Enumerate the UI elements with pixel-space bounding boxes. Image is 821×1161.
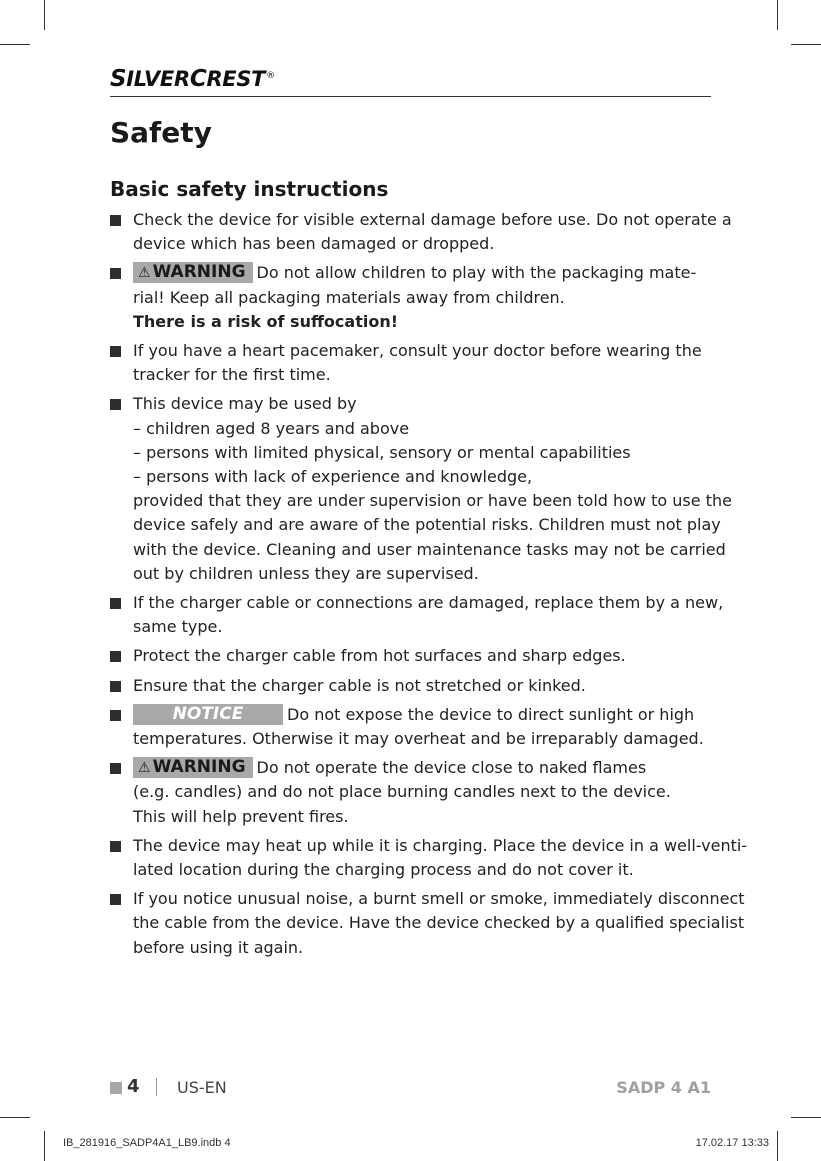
print-slug-file: IB_281916_SADP4A1_LB9.indb 4 xyxy=(63,1137,231,1149)
page-number: 4 xyxy=(127,1076,140,1097)
item-text-line: before using it again. xyxy=(133,937,304,957)
list-item xyxy=(110,591,724,639)
crop-mark xyxy=(791,44,821,45)
bullet-square-icon xyxy=(110,346,121,357)
item-text-line: the cable from the device. Have the device checked by a qualified specialist xyxy=(133,913,745,933)
item-text-line: If you notice unusual noise, a burnt smell or smoke, immediately disconnect xyxy=(133,889,745,909)
language-code: US-EN xyxy=(177,1078,227,1097)
crop-mark xyxy=(44,1131,45,1161)
warning-triangle-icon: ⚠ xyxy=(138,265,151,282)
crop-mark xyxy=(777,1131,778,1161)
first-line xyxy=(133,261,713,285)
list-item xyxy=(110,392,732,586)
header-rule xyxy=(110,96,711,97)
brand-logo: SILVERCREST® xyxy=(110,66,275,92)
item-text-line: Check the device for visible external damage before use. Do not operate a xyxy=(133,210,732,229)
warning-badge xyxy=(133,262,253,283)
first-line xyxy=(133,703,713,727)
item-text-line: device safely and are aware of the potential risks. Children must not play xyxy=(133,515,721,535)
list-item xyxy=(110,887,745,960)
item-text-line: The device may heat up while it is charging. Place the device in a well-venti- xyxy=(133,835,748,855)
item-text: Do not expose the device to direct sunlight or high xyxy=(287,704,695,724)
warning-badge xyxy=(133,757,253,778)
crop-mark xyxy=(777,0,778,30)
item-text-line: – children aged 8 years and above xyxy=(133,418,410,438)
bullet-square-icon xyxy=(110,268,121,279)
item-text-line: This device may be used by xyxy=(133,394,357,414)
crop-mark xyxy=(0,44,30,45)
page-marker-square xyxy=(110,1082,122,1094)
item-text: Do not allow children to play with the packaging mate- xyxy=(256,263,697,283)
list-item xyxy=(110,703,713,751)
item-text-line: same type. xyxy=(133,617,223,637)
item-text-line: tracker for the first time. xyxy=(133,365,331,385)
risk-statement: There is a risk of suffocation! xyxy=(133,311,399,331)
item-text-line: device which has been damaged or dropped. xyxy=(133,234,495,254)
warning-label: WARNING xyxy=(152,262,246,283)
bullet-square-icon xyxy=(110,598,121,609)
warning-label: WARNING xyxy=(152,757,246,778)
item-text-line: This will help prevent fires. xyxy=(133,806,349,826)
page-footer xyxy=(110,1076,711,1100)
item-text-line: rial! Keep all packaging materials away from children. xyxy=(133,287,565,307)
first-line xyxy=(133,756,713,780)
notice-badge: NOTICE xyxy=(133,704,283,725)
page-title: Safety xyxy=(110,116,212,149)
safety-instruction-list xyxy=(110,208,748,965)
list-item xyxy=(110,261,713,334)
item-text-line: If the charger cable or connections are damaged, replace them by a new, xyxy=(133,593,724,613)
crop-mark xyxy=(791,1117,821,1118)
item-text-line: (e.g. candles) and do not place burning candles next to the device. xyxy=(133,782,671,802)
item-text-line: – persons with limited physical, sensory or mental capabilities xyxy=(133,442,631,462)
item-text-line: out by children unless they are supervised. xyxy=(133,563,479,583)
warning-triangle-icon: ⚠ xyxy=(138,760,151,777)
section-title: Basic safety instructions xyxy=(110,177,389,201)
item-text-line: temperatures. Otherwise it may overheat and be irreparably damaged. xyxy=(133,729,704,749)
list-item xyxy=(110,756,713,829)
item-text: Do not operate the device close to naked flames xyxy=(256,758,647,778)
bullet-square-icon xyxy=(110,681,121,692)
list-item xyxy=(110,674,713,698)
item-text-line: If you have a heart pacemaker, consult your doctor before wearing the xyxy=(133,341,702,361)
bullet-square-icon xyxy=(110,894,121,905)
bullet-square-icon xyxy=(110,651,121,662)
bullet-square-icon xyxy=(110,710,121,721)
item-text-line: with the device. Cleaning and user maintenance tasks may not be carried xyxy=(133,539,726,559)
list-item xyxy=(110,339,713,387)
bullet-square-icon xyxy=(110,399,121,410)
list-item xyxy=(110,834,748,882)
crop-mark xyxy=(0,1117,30,1118)
item-text-line: – persons with lack of experience and knowledge, xyxy=(133,467,533,487)
list-item xyxy=(110,644,713,668)
model-number: SADP 4 A1 xyxy=(616,1078,711,1097)
item-text-line: provided that they are under supervision or have been told how to use the xyxy=(133,491,732,511)
bullet-square-icon xyxy=(110,763,121,774)
bullet-square-icon xyxy=(110,841,121,852)
list-item xyxy=(110,208,732,256)
footer-divider xyxy=(156,1078,157,1096)
print-slug-datetime: 17.02.17 13:33 xyxy=(695,1137,769,1149)
crop-mark xyxy=(44,0,45,30)
item-text-line: Protect the charger cable from hot surfaces and sharp edges. xyxy=(133,646,626,666)
item-text-line: Ensure that the charger cable is not stretched or kinked. xyxy=(133,675,586,695)
bullet-square-icon xyxy=(110,215,121,226)
item-text-line: lated location during the charging process and do not cover it. xyxy=(133,860,634,880)
